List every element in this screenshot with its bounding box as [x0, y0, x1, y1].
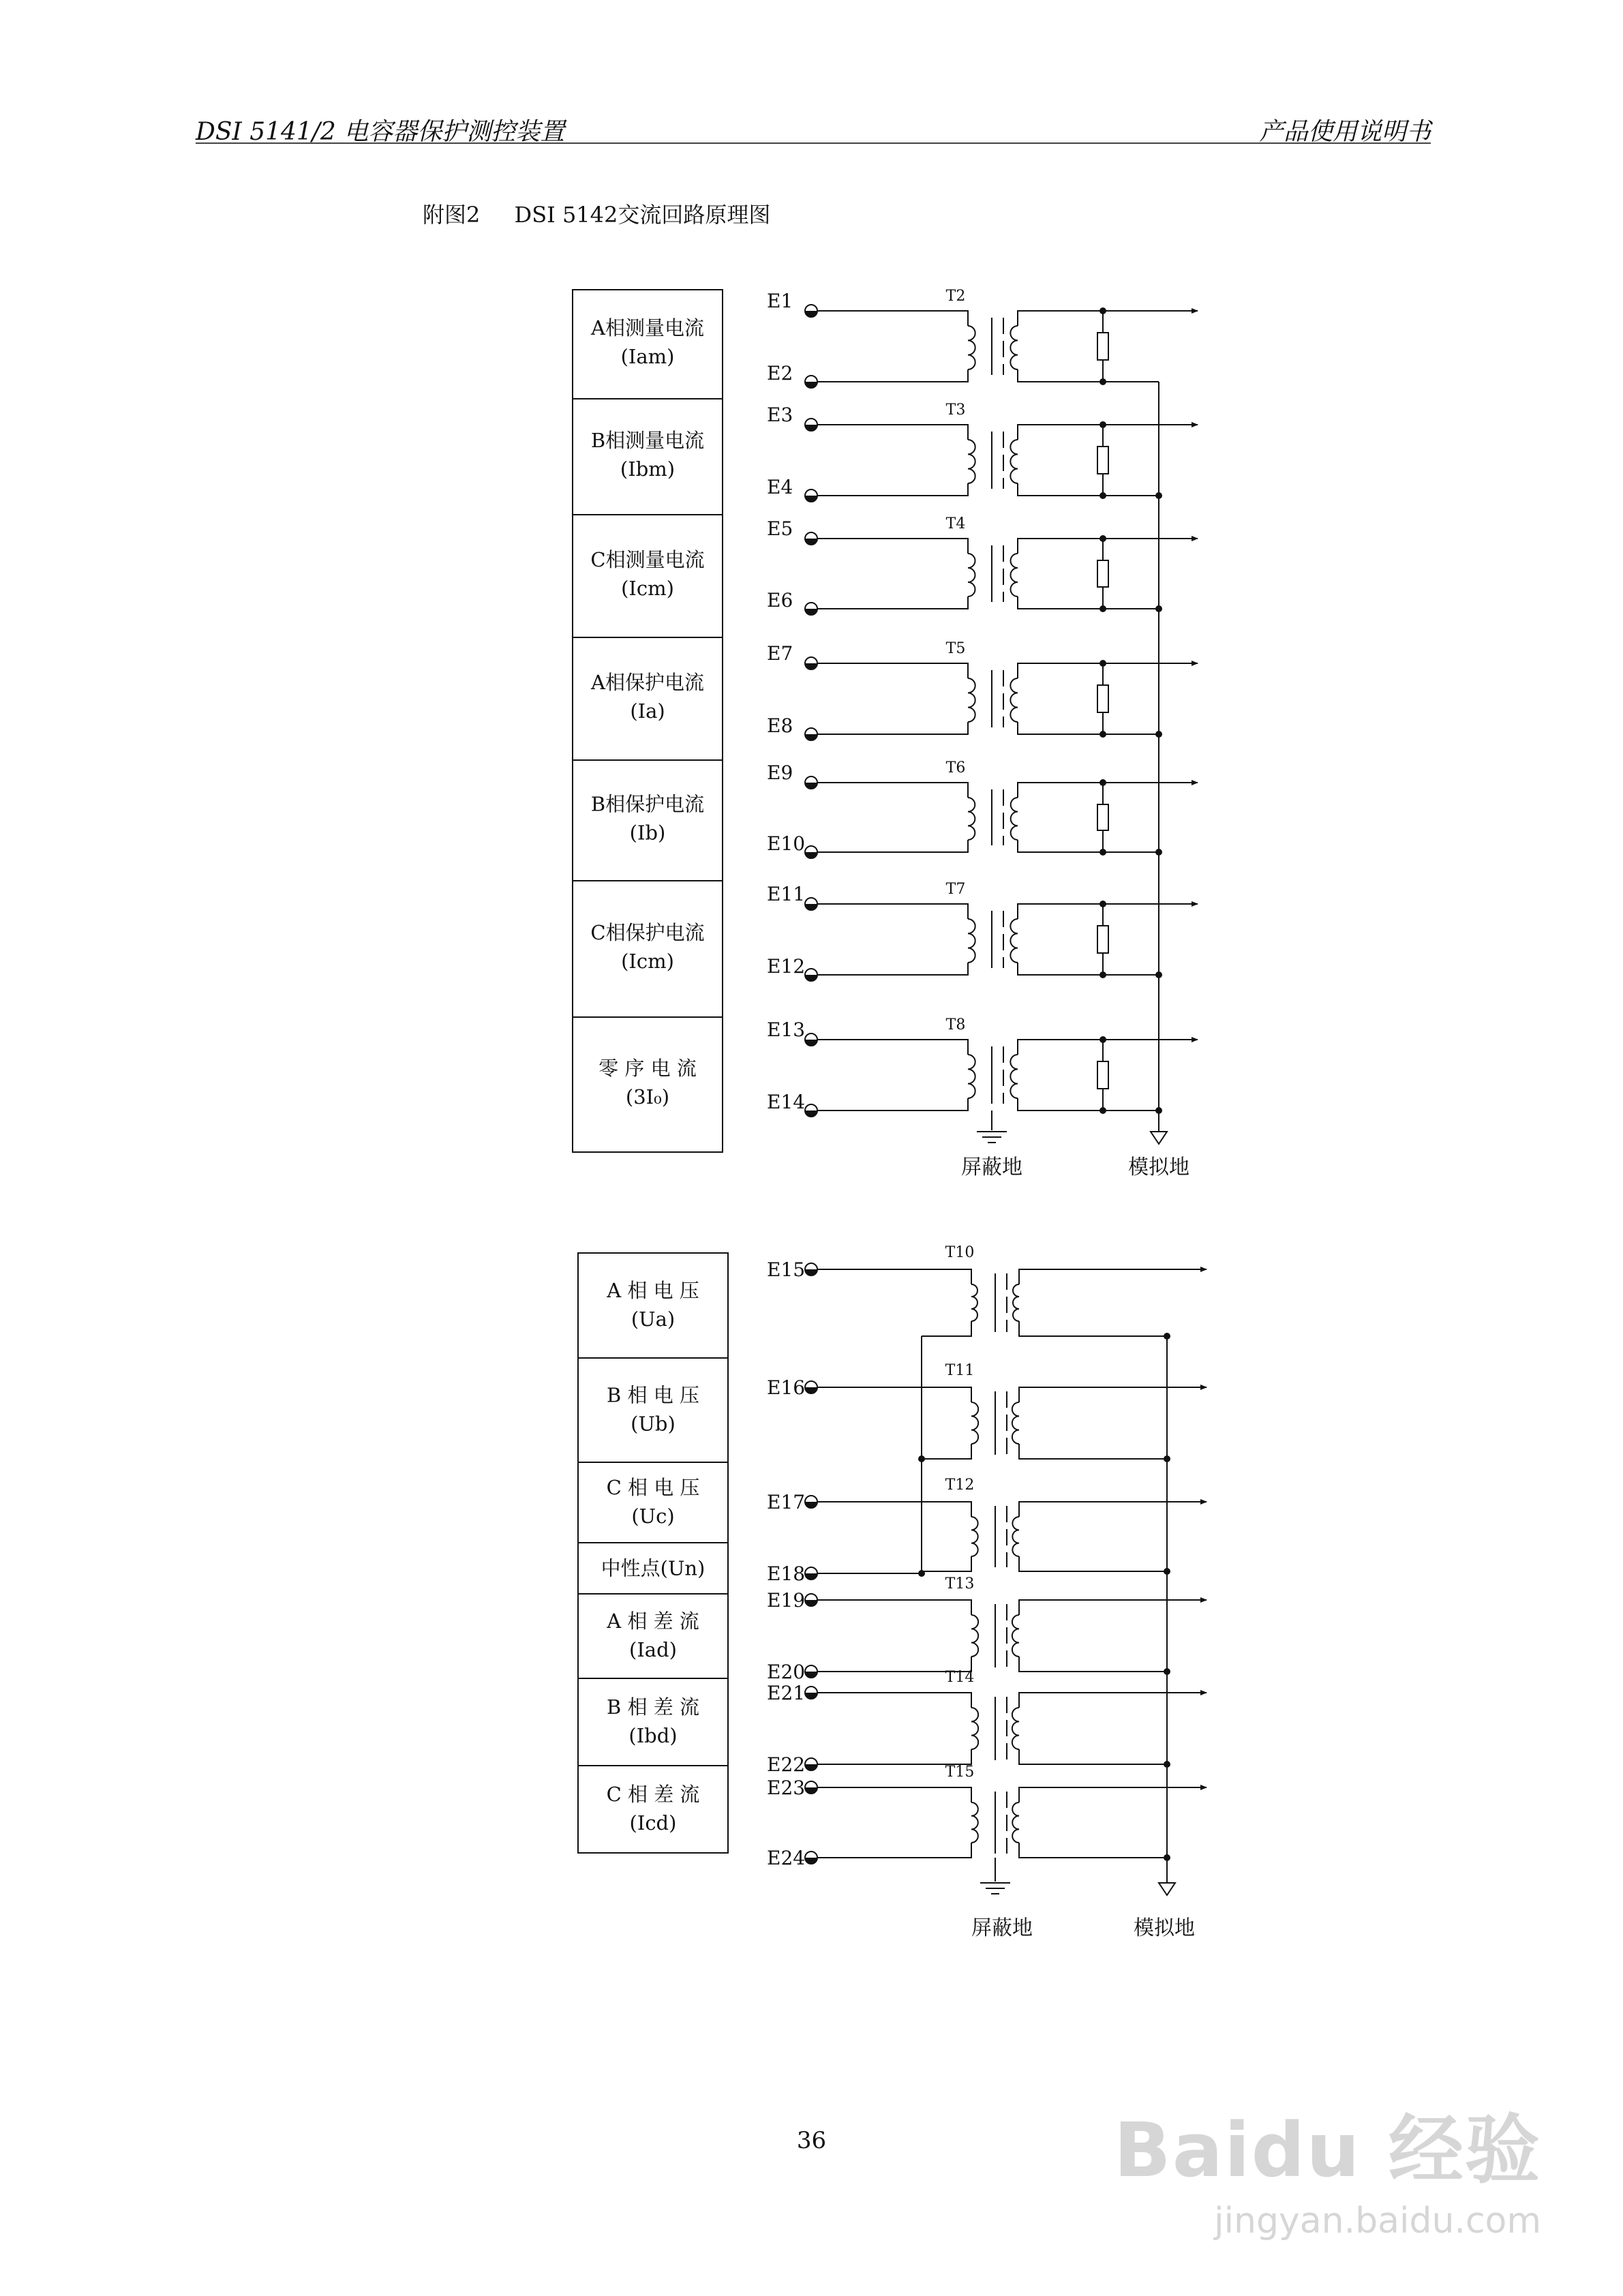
header-subtitle: 产品使用说明书 — [1258, 118, 1431, 146]
channel-code: (Iam) — [620, 345, 675, 368]
junction-dot — [1099, 421, 1106, 428]
terminal-icon — [805, 532, 817, 545]
transformer-label: T3 — [945, 402, 966, 419]
coil-winding — [971, 1517, 978, 1556]
wire — [1019, 1502, 1207, 1517]
resistor-icon — [1097, 447, 1108, 474]
coil-winding — [1012, 1708, 1019, 1749]
wire — [1018, 369, 1159, 382]
terminal-icon — [805, 776, 817, 789]
junction-dot — [1099, 1036, 1106, 1043]
transformer-label: T2 — [945, 288, 966, 305]
current-input-diagram — [573, 288, 1198, 1179]
wire — [1019, 1321, 1167, 1336]
coil-winding — [1013, 1284, 1019, 1321]
terminal-label: E7 — [767, 642, 793, 665]
coil-winding — [1012, 1802, 1019, 1843]
terminal-label: E11 — [767, 883, 806, 905]
analog-ground-label: 模拟地 — [1128, 1155, 1189, 1179]
terminal-icon — [805, 657, 817, 669]
wire — [817, 1693, 971, 1708]
channel-label: A相测量电流 — [591, 316, 704, 339]
channel-label: A 相 电 压 — [607, 1279, 699, 1302]
terminal-label: E21 — [767, 1682, 806, 1704]
figure-label: 附图2 — [423, 202, 481, 228]
channel-code: (Icm) — [621, 577, 674, 600]
channel-label: C 相 电 压 — [606, 1476, 700, 1499]
channel-code: (Iad) — [629, 1638, 677, 1661]
coil-winding — [1011, 554, 1018, 596]
wire — [1018, 904, 1103, 919]
wire — [817, 369, 968, 382]
wire — [1019, 1657, 1167, 1672]
terminal-icon — [805, 898, 817, 910]
wire — [817, 783, 968, 798]
shield-ground-label: 屏蔽地 — [971, 1916, 1033, 1940]
analog-ground-icon — [1159, 1883, 1175, 1895]
junction-dot — [1099, 731, 1106, 738]
junction-dot — [918, 1570, 925, 1577]
terminal-icon — [805, 1263, 817, 1275]
voltage-input-diagram — [578, 1244, 1207, 1940]
resistor-icon — [1097, 333, 1108, 360]
transformer-label: T5 — [945, 640, 966, 657]
terminal-icon — [805, 1567, 817, 1580]
resistor-icon — [1097, 1061, 1108, 1089]
channel-code: (Ibd) — [628, 1724, 678, 1747]
wire — [817, 1269, 971, 1284]
junction-dot — [1099, 779, 1106, 786]
wire — [1019, 1600, 1207, 1615]
channel-code: (Icm) — [621, 950, 674, 973]
wire — [1019, 1444, 1167, 1459]
wire — [817, 1600, 971, 1615]
resistor-icon — [1097, 804, 1108, 830]
terminal-icon — [805, 419, 817, 431]
junction-dot — [1099, 492, 1106, 499]
terminal-label: E9 — [767, 761, 793, 784]
transformer-label: T12 — [945, 1477, 975, 1494]
wire — [817, 1502, 971, 1517]
terminal-label: E2 — [767, 362, 793, 384]
channel-label: C相测量电流 — [590, 548, 705, 571]
wire — [817, 311, 968, 326]
transformer-label: T4 — [945, 515, 966, 532]
terminal-label: E8 — [767, 714, 793, 737]
terminal-label: E12 — [767, 955, 806, 978]
wire — [1019, 1843, 1167, 1858]
wire — [1018, 539, 1103, 554]
wire — [1019, 1749, 1167, 1764]
watermark — [1114, 2090, 1541, 2241]
wire — [1018, 722, 1159, 734]
wire — [817, 963, 968, 975]
wire — [1019, 1387, 1207, 1402]
terminal-label: E23 — [767, 1777, 806, 1799]
junction-dot — [1099, 901, 1106, 907]
terminal-label: E14 — [767, 1091, 806, 1113]
wire — [817, 663, 968, 678]
coil-winding — [968, 326, 975, 369]
junction-dot — [1099, 307, 1106, 314]
analog-ground-label: 模拟地 — [1134, 1916, 1195, 1940]
wire — [1019, 1269, 1207, 1284]
terminal-icon — [805, 1687, 817, 1699]
terminal-icon — [805, 489, 817, 502]
channel-label: C 相 差 流 — [606, 1783, 700, 1806]
wire — [1018, 663, 1103, 678]
terminal-icon — [805, 1594, 817, 1606]
wire — [1018, 596, 1159, 609]
channel-code: (Ua) — [631, 1308, 676, 1331]
channel-code: (Uc) — [631, 1505, 675, 1528]
junction-dot — [1099, 605, 1106, 612]
wire — [922, 1321, 971, 1336]
coil-winding — [968, 440, 975, 483]
terminal-icon — [805, 1496, 817, 1508]
coil-winding — [971, 1615, 978, 1657]
terminal-label: E10 — [767, 832, 806, 855]
terminal-label: E15 — [767, 1258, 806, 1281]
wire — [817, 1787, 971, 1802]
wire — [1018, 1040, 1103, 1055]
wire — [1018, 1098, 1159, 1111]
transformer-label: T6 — [945, 759, 966, 776]
terminal-icon — [805, 846, 817, 858]
terminal-icon — [805, 305, 817, 317]
wire — [1018, 483, 1159, 496]
wire — [1018, 425, 1103, 440]
channel-label: 零 序 电 流 — [598, 1057, 697, 1080]
channel-label: A 相 差 流 — [607, 1610, 699, 1633]
wire — [1019, 1556, 1167, 1571]
junction-dot — [1099, 1107, 1106, 1114]
coil-winding — [971, 1284, 977, 1321]
channel-label: 中性点(Un) — [601, 1556, 706, 1580]
wire — [817, 722, 968, 734]
resistor-icon — [1097, 926, 1108, 953]
wire — [817, 1843, 971, 1858]
figure-title: DSI 5142交流回路原理图 — [514, 202, 771, 228]
wire — [1018, 963, 1159, 975]
terminal-label: E1 — [767, 290, 793, 312]
channel-code: (Ibm) — [620, 457, 676, 481]
terminal-label: E13 — [767, 1018, 806, 1041]
transformer-label: T8 — [945, 1016, 966, 1033]
terminal-label: E20 — [767, 1661, 806, 1683]
transformer-label: T7 — [945, 881, 966, 898]
channel-label: C相保护电流 — [590, 921, 705, 944]
coil-winding — [968, 919, 975, 963]
wire — [817, 483, 968, 496]
resistor-icon — [1097, 685, 1108, 712]
wire — [817, 904, 968, 919]
coil-winding — [968, 798, 975, 840]
channel-label: B 相 电 压 — [607, 1383, 699, 1407]
terminal-label: E17 — [767, 1491, 806, 1513]
junction-dot — [918, 1455, 925, 1462]
terminal-label: E18 — [767, 1562, 806, 1585]
shield-ground-label: 屏蔽地 — [961, 1155, 1022, 1179]
coil-winding — [968, 554, 975, 596]
coil-winding — [1010, 326, 1018, 369]
junction-dot — [1099, 535, 1106, 542]
terminal-icon — [805, 1781, 817, 1794]
transformer-label: T14 — [945, 1669, 975, 1686]
coil-winding — [1011, 798, 1018, 840]
terminal-label: E22 — [767, 1753, 806, 1776]
terminal-label: E6 — [767, 589, 793, 611]
junction-dot — [1099, 971, 1106, 978]
channel-label: B 相 差 流 — [607, 1695, 699, 1719]
transformer-label: T15 — [945, 1764, 975, 1781]
terminal-label: E5 — [767, 517, 793, 540]
transformer-label: T13 — [945, 1575, 975, 1592]
analog-ground-icon — [1151, 1132, 1167, 1144]
junction-dot — [1099, 849, 1106, 856]
page-number: 36 — [796, 2127, 827, 2154]
coil-winding — [1010, 440, 1018, 483]
terminal-icon — [805, 1758, 817, 1770]
terminal-icon — [805, 376, 817, 388]
terminal-label: E24 — [767, 1847, 806, 1869]
wire — [922, 1444, 971, 1459]
coil-winding — [1010, 919, 1018, 963]
coil-winding — [971, 1402, 978, 1444]
coil-winding — [1010, 678, 1018, 722]
channel-code: (3I₀) — [625, 1085, 670, 1108]
wire — [817, 1387, 971, 1402]
channel-label: B相保护电流 — [590, 792, 705, 816]
channel-label: A相保护电流 — [591, 671, 704, 694]
channel-label: B相测量电流 — [590, 429, 705, 452]
terminal-icon — [805, 1665, 817, 1678]
terminal-icon — [805, 728, 817, 740]
junction-dot — [1099, 378, 1106, 385]
label-table — [578, 1253, 728, 1853]
coil-winding — [971, 1708, 978, 1749]
terminal-label: E16 — [767, 1376, 806, 1399]
channel-code: (Ib) — [629, 821, 666, 845]
wire — [817, 596, 968, 609]
wire — [817, 840, 968, 852]
wire — [817, 1749, 971, 1764]
header-title: DSI 5141/2 电容器保护测控装置 — [196, 118, 565, 146]
coil-winding — [1012, 1402, 1019, 1444]
wire — [1018, 311, 1103, 326]
channel-code: (Ia) — [630, 699, 665, 723]
wire — [1019, 1693, 1207, 1708]
transformer-label: T10 — [945, 1244, 975, 1261]
wire — [922, 1556, 971, 1571]
wire — [1018, 840, 1159, 852]
watermark-url: jingyan.baidu.com — [1214, 2201, 1541, 2241]
wire — [817, 1098, 968, 1111]
terminal-icon — [805, 1381, 817, 1393]
terminal-label: E3 — [767, 404, 793, 426]
wire — [817, 539, 968, 554]
coil-winding — [1012, 1615, 1019, 1657]
resistor-icon — [1097, 560, 1108, 587]
channel-code: (Ub) — [631, 1412, 676, 1436]
terminal-icon — [805, 1104, 817, 1117]
channel-code: (Icd) — [629, 1811, 677, 1834]
coil-winding — [1010, 1055, 1018, 1098]
coil-winding — [968, 1055, 975, 1098]
watermark-logo: Baidu 经验 — [1113, 2106, 1541, 2194]
wire — [1019, 1787, 1207, 1802]
coil-winding — [971, 1802, 978, 1843]
terminal-label: E19 — [767, 1589, 806, 1612]
terminal-icon — [805, 969, 817, 981]
terminal-icon — [805, 603, 817, 615]
coil-winding — [1012, 1517, 1019, 1556]
terminal-icon — [805, 1033, 817, 1046]
coil-winding — [968, 678, 975, 722]
wire — [817, 1040, 968, 1055]
transformer-label: T11 — [945, 1362, 975, 1379]
junction-dot — [1099, 660, 1106, 667]
wire — [1018, 783, 1103, 798]
terminal-icon — [805, 1852, 817, 1864]
terminal-label: E4 — [767, 476, 793, 498]
wire — [817, 425, 968, 440]
